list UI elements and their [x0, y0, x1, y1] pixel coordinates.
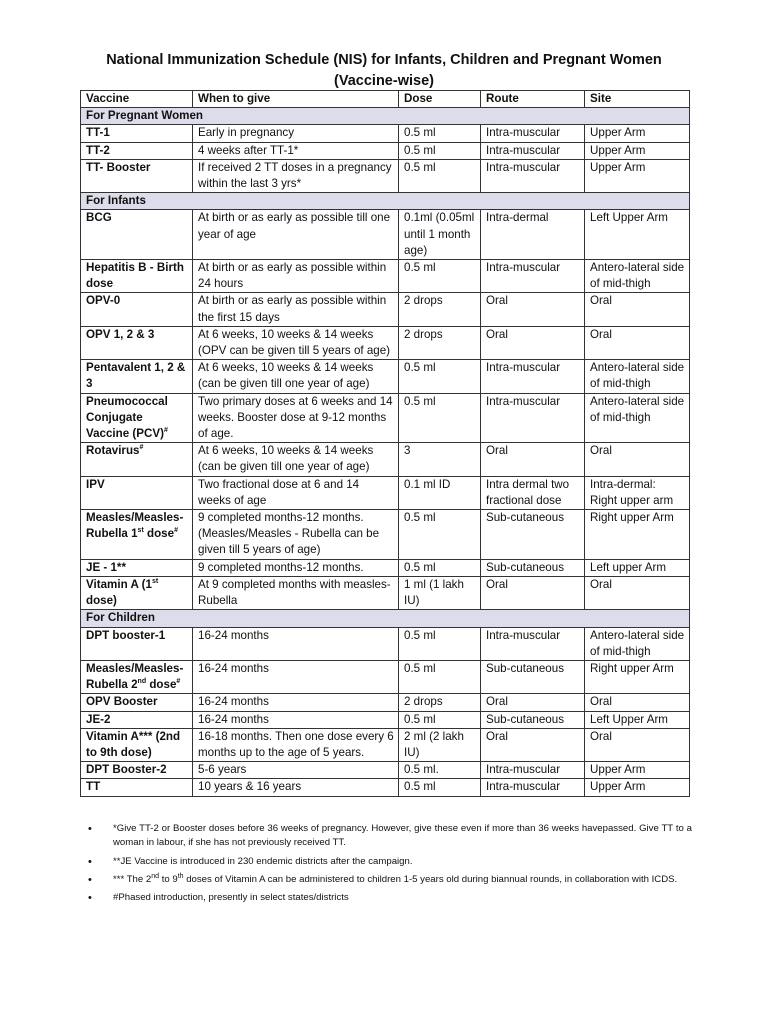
vaccine-cell [81, 779, 193, 796]
footnote-text: #Phased introduction, presently in select states/districts [113, 892, 349, 904]
dose-cell: 0.5 ml [399, 159, 481, 192]
bullet-icon: • [88, 855, 92, 868]
when-to-give-cell: 16-24 months [193, 711, 399, 728]
when-to-give-cell: 4 weeks after TT-1* [193, 142, 399, 159]
section-label: For Pregnant Women [81, 108, 690, 125]
vaccine-cell [81, 559, 193, 576]
vaccine-name: OPV-0 [86, 294, 121, 308]
site-cell: Upper Arm [585, 159, 690, 192]
vaccine-cell [81, 510, 193, 560]
dose-cell: 2 drops [399, 694, 481, 711]
vaccine-name: TT- Booster [86, 160, 151, 174]
dose-cell: 2 drops [399, 326, 481, 359]
when-to-give-cell: 9 completed months-12 months. [193, 559, 399, 576]
dose-cell: 0.5 ml [399, 559, 481, 576]
vaccine-name: Pneumococcal Conjugate Vaccine (PCV) [86, 394, 168, 441]
site-cell: Left Upper Arm [585, 210, 690, 260]
bullet-icon: • [88, 823, 92, 835]
route-cell: Oral [481, 576, 585, 609]
route-cell: Intra-muscular [481, 125, 585, 142]
table-row [81, 476, 690, 509]
header-when-to-give: When to give [193, 91, 399, 108]
vaccine-name: Rotavirus [86, 444, 140, 458]
route-cell: Intra-muscular [481, 142, 585, 159]
dose-cell: 0.5 ml [399, 142, 481, 159]
route-cell: Oral [481, 443, 585, 476]
bullet-icon: • [88, 873, 92, 886]
section-row [81, 108, 690, 125]
table-row [81, 762, 690, 779]
vaccine-name: OPV 1, 2 & 3 [86, 327, 155, 341]
vaccine-name: DPT booster-1 [86, 628, 166, 642]
table-header-row [81, 91, 690, 108]
table-row [81, 159, 690, 192]
when-to-give-cell: At birth or as early as possible till one year of age [193, 210, 399, 260]
site-cell: Oral [585, 576, 690, 609]
table-row [81, 576, 690, 609]
site-cell: Left upper Arm [585, 559, 690, 576]
route-cell: Intra-muscular [481, 627, 585, 660]
when-to-give-cell: At 6 weeks, 10 weeks & 14 weeks (can be given till one year of age) [193, 443, 399, 476]
table-row [81, 293, 690, 326]
vaccine-name: JE-2 [86, 712, 111, 726]
dose-cell: 0.5 ml [399, 393, 481, 443]
route-cell: Sub-cutaneous [481, 660, 585, 693]
vaccine-name: OPV Booster [86, 695, 158, 709]
footnote-item [80, 822, 692, 851]
header-route: Route [481, 91, 585, 108]
table-row [81, 728, 690, 761]
when-to-give-cell: 9 completed months-12 months. (Measles/Measles - Rubella can be given till 5 years of age) [193, 510, 399, 560]
dose-cell: 0.5 ml [399, 260, 481, 293]
site-cell: Antero-lateral side of mid-thigh [585, 360, 690, 393]
footnotes-list [80, 822, 692, 909]
table-row [81, 142, 690, 159]
table-row [81, 711, 690, 728]
route-cell: Oral [481, 694, 585, 711]
vaccine-name-tail: dose) [86, 594, 117, 608]
footnote-text-part: doses of Vitamin A can be administered to children 1-5 years old during biannual rounds, in collaboration with ICDS. [183, 873, 678, 885]
section-label: For Children [81, 610, 690, 627]
route-cell: Oral [481, 293, 585, 326]
title-line-2: (Vaccine-wise) [334, 73, 434, 89]
vaccine-name: DPT Booster-2 [86, 763, 167, 777]
footnote-item [80, 891, 692, 905]
vaccine-superscript: # [139, 444, 144, 452]
table-row [81, 443, 690, 476]
vaccine-name: Vitamin A*** (2nd to 9th dose) [86, 729, 181, 759]
footnote-text: **JE Vaccine is introduced in 230 endemic districts after the campaign. [113, 855, 413, 867]
when-to-give-cell: At birth or as early as possible within 24 hours [193, 260, 399, 293]
site-cell: Left Upper Arm [585, 711, 690, 728]
site-cell: Oral [585, 694, 690, 711]
vaccine-cell [81, 627, 193, 660]
vaccine-name: TT [86, 780, 101, 794]
vaccine-name: BCG [86, 211, 112, 225]
footnote-text-part: to 9 [159, 873, 178, 885]
section-row [81, 193, 690, 210]
site-cell: Antero-lateral side of mid-thigh [585, 393, 690, 443]
route-cell: Sub-cutaneous [481, 510, 585, 560]
vaccine-cell [81, 476, 193, 509]
when-to-give-cell: 10 years & 16 years [193, 779, 399, 796]
vaccine-cell [81, 293, 193, 326]
vaccine-name: Pentavalent 1, 2 & 3 [86, 361, 186, 391]
route-cell: Sub-cutaneous [481, 559, 585, 576]
footnote-text-part: *** The 2 [113, 873, 152, 885]
route-cell: Intra-muscular [481, 762, 585, 779]
vaccine-name: IPV [86, 477, 105, 491]
dose-cell: 2 drops [399, 293, 481, 326]
when-to-give-cell: 16-24 months [193, 694, 399, 711]
table-row [81, 559, 690, 576]
dose-cell: 0.5 ml [399, 627, 481, 660]
table-row [81, 779, 690, 796]
footnote-item [80, 855, 692, 869]
route-cell: Intra-muscular [481, 393, 585, 443]
vaccine-name: TT-2 [86, 143, 110, 157]
route-cell: Intra dermal two fractional dose [481, 476, 585, 509]
dose-cell: 0.5 ml. [399, 762, 481, 779]
route-cell: Intra-muscular [481, 779, 585, 796]
vaccine-superscript: # [163, 427, 168, 435]
when-to-give-cell: At 6 weeks, 10 weeks & 14 weeks (can be given till one year of age) [193, 360, 399, 393]
site-cell: Right upper Arm [585, 660, 690, 693]
when-to-give-cell: Early in pregnancy [193, 125, 399, 142]
when-to-give-cell: 5-6 years [193, 762, 399, 779]
section-row [81, 610, 690, 627]
vaccine-cell [81, 159, 193, 192]
vaccine-name: JE - 1** [86, 560, 126, 574]
site-cell: Oral [585, 293, 690, 326]
site-cell: Right upper Arm [585, 510, 690, 560]
site-cell: Oral [585, 728, 690, 761]
dose-cell: 0.1ml (0.05ml until 1 month age) [399, 210, 481, 260]
vaccine-cell [81, 260, 193, 293]
vaccine-name-tail: dose [143, 527, 175, 541]
route-cell: Intra-muscular [481, 260, 585, 293]
table-row [81, 125, 690, 142]
when-to-give-cell: 16-24 months [193, 627, 399, 660]
vaccine-superscript: # [174, 527, 178, 535]
dose-cell: 0.1 ml ID [399, 476, 481, 509]
vaccine-name: Measles/Measles-Rubella 1 [86, 511, 184, 541]
site-cell: Upper Arm [585, 142, 690, 159]
vaccine-cell [81, 711, 193, 728]
table-row [81, 510, 690, 560]
table-row [81, 260, 690, 293]
when-to-give-cell: If received 2 TT doses in a pregnancy within the last 3 yrs* [193, 159, 399, 192]
title-line-1: National Immunization Schedule (NIS) for Infants, Children and Pregnant Women [106, 52, 662, 68]
header-site: Site [585, 91, 690, 108]
vaccine-cell [81, 360, 193, 393]
vaccine-name: Measles/Measles-Rubella 2 [86, 661, 184, 692]
dose-cell: 0.5 ml [399, 360, 481, 393]
vaccine-name: Hepatitis B - Birth dose [86, 261, 184, 291]
dose-cell: 1 ml (1 lakh IU) [399, 576, 481, 609]
route-cell: Sub-cutaneous [481, 711, 585, 728]
when-to-give-cell: At 6 weeks, 10 weeks & 14 weeks (OPV can be given till 5 years of age) [193, 326, 399, 359]
footnote-superscript: th [177, 872, 184, 880]
document-title [80, 50, 688, 92]
site-cell: Oral [585, 443, 690, 476]
site-cell: Oral [585, 326, 690, 359]
immunization-schedule-table [80, 90, 690, 797]
dose-cell: 0.5 ml [399, 711, 481, 728]
site-cell: Antero-lateral side of mid-thigh [585, 627, 690, 660]
table-body [81, 91, 690, 797]
vaccine-cell [81, 142, 193, 159]
when-to-give-cell: Two fractional dose at 6 and 14 weeks of age [193, 476, 399, 509]
table-row [81, 694, 690, 711]
site-cell: Upper Arm [585, 125, 690, 142]
vaccine-cell [81, 393, 193, 443]
when-to-give-cell: Two primary doses at 6 weeks and 14 weeks. Booster dose at 9-12 months of age. [193, 393, 399, 443]
when-to-give-cell: At birth or as early as possible within the first 15 days [193, 293, 399, 326]
site-cell: Antero-lateral side of mid-thigh [585, 260, 690, 293]
vaccine-cell [81, 326, 193, 359]
vaccine-superscript: # [176, 678, 181, 686]
dose-cell: 3 [399, 443, 481, 476]
table-row [81, 627, 690, 660]
vaccine-cell [81, 443, 193, 476]
footnote-superscript: nd [151, 872, 160, 880]
dose-cell: 2 ml (2 lakh IU) [399, 728, 481, 761]
route-cell: Intra-dermal [481, 210, 585, 260]
vaccine-cell [81, 210, 193, 260]
header-dose: Dose [399, 91, 481, 108]
when-to-give-cell: At 9 completed months with measles-Rubella [193, 576, 399, 609]
vaccine-superscript: nd [137, 678, 147, 686]
site-cell: Intra-dermal: Right upper arm [585, 476, 690, 509]
route-cell: Intra-muscular [481, 159, 585, 192]
vaccine-name-tail: dose [146, 678, 177, 692]
route-cell: Oral [481, 326, 585, 359]
site-cell: Upper Arm [585, 762, 690, 779]
vaccine-cell [81, 694, 193, 711]
section-label: For Infants [81, 193, 690, 210]
dose-cell: 0.5 ml [399, 660, 481, 693]
footnote-text: *Give TT-2 or Booster doses before 36 weeks of pregnancy. However, give these even if more than 36 weeks havepassed. Give TT to a woman in labour, if she has not previously received TT. [113, 823, 692, 849]
dose-cell: 0.5 ml [399, 510, 481, 560]
route-cell: Oral [481, 728, 585, 761]
vaccine-cell [81, 125, 193, 142]
footnote-item [80, 873, 692, 887]
dose-cell: 0.5 ml [399, 125, 481, 142]
table-row [81, 393, 690, 443]
vaccine-cell [81, 660, 193, 693]
route-cell: Intra-muscular [481, 360, 585, 393]
when-to-give-cell: 16-24 months [193, 660, 399, 693]
vaccine-superscript: st [137, 527, 144, 535]
table-row [81, 360, 690, 393]
vaccine-cell [81, 728, 193, 761]
site-cell: Upper Arm [585, 779, 690, 796]
when-to-give-cell: 16-18 months. Then one dose every 6 months up to the age of 5 years. [193, 728, 399, 761]
table-row [81, 210, 690, 260]
vaccine-cell [81, 576, 193, 609]
vaccine-cell [81, 762, 193, 779]
table-row [81, 660, 690, 693]
table-row [81, 326, 690, 359]
header-vaccine: Vaccine [81, 91, 193, 108]
bullet-icon: • [88, 892, 92, 905]
vaccine-superscript: st [151, 578, 159, 586]
vaccine-name: Vitamin A (1 [86, 577, 152, 591]
dose-cell: 0.5 ml [399, 779, 481, 796]
vaccine-name: TT-1 [86, 126, 110, 140]
